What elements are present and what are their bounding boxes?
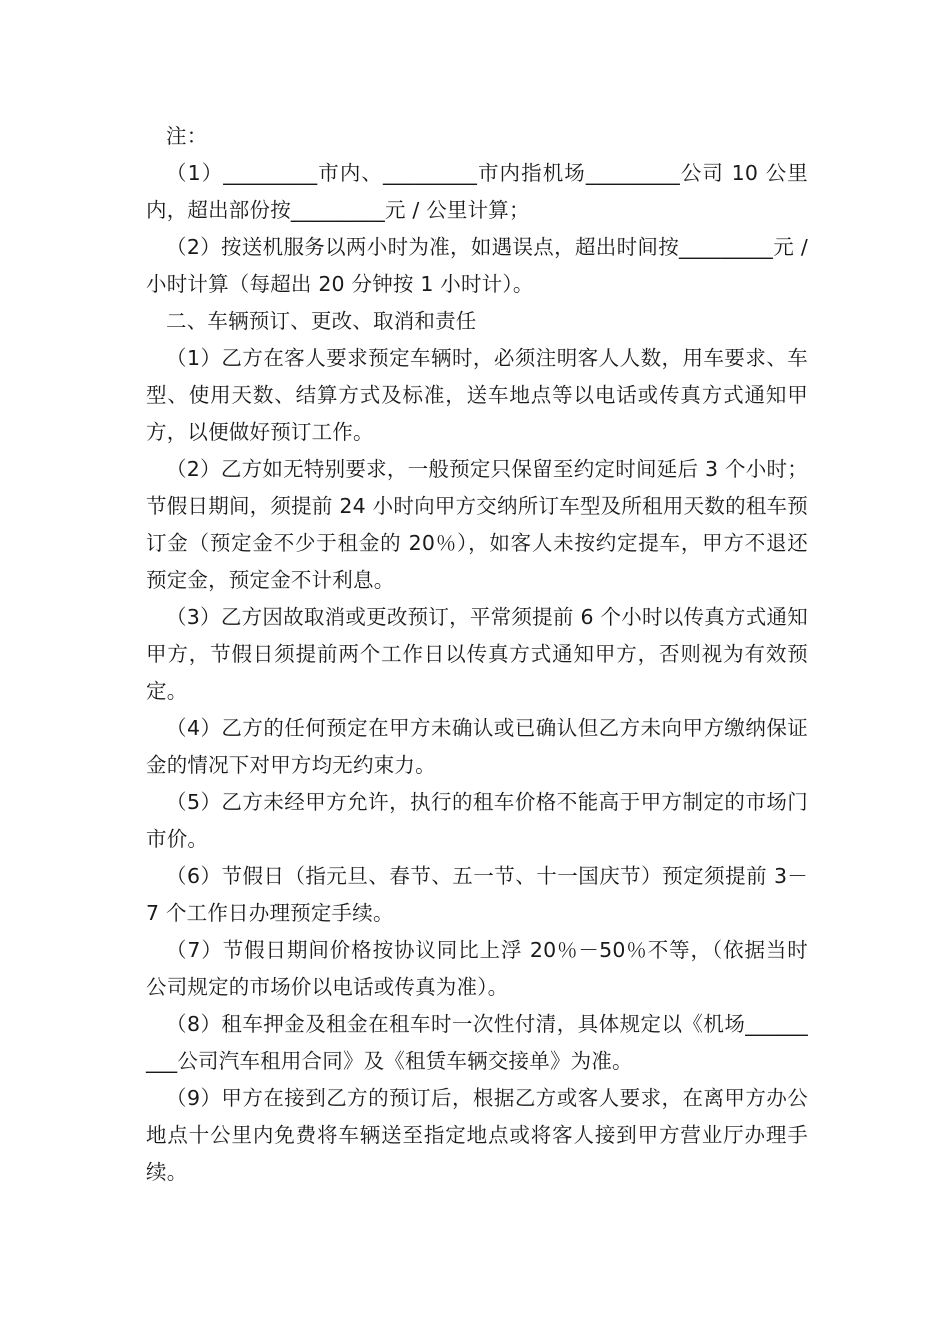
clause-2: （2）乙方如无特别要求，一般预定只保留至约定时间延后 3 个小时；节假日期间，须提前 24 小时向甲方交纳所订车型及所租用天数的租车预订金（预定金不少于租金的 20％），如客人未按约定提车，甲方不退还预定金，预定金不计利息。 — [146, 457, 808, 592]
clause-7: （7）节假日期间价格按协议同比上浮 20％－50％不等，（依据当时公司规定的市场价以电话或传真为准）。 — [146, 938, 808, 999]
clause-8: （8）租车押金及租金在租车时一次性付清，具体规定以《机场_________公司汽车租用合同》及《租赁车辆交接单》为准。 — [146, 1012, 808, 1073]
note-item-1: （1）_________市内、_________市内指机场_________公司 10 公里内，超出部份按_________元 / 公里计算； — [146, 161, 808, 222]
section-heading: 二、车辆预订、更改、取消和责任 — [166, 309, 477, 333]
clause-3: （3）乙方因故取消或更改预订，平常须提前 6 个小时以传真方式通知甲方，节假日须提前两个工作日以传真方式通知甲方，否则视为有效预定。 — [146, 605, 808, 703]
clause-1: （1）乙方在客人要求预定车辆时，必须注明客人人数，用车要求、车型、使用天数、结算方式及标准，送车地点等以电话或传真方式通知甲方，以便做好预订工作。 — [146, 346, 808, 444]
note-item-2: （2）按送机服务以两小时为准，如遇误点，超出时间按_________元 / 小时计算（每超出 20 分钟按 1 小时计）。 — [146, 235, 808, 296]
document-body — [146, 118, 808, 1191]
clause-9: （9）甲方在接到乙方的预订后，根据乙方或客人要求，在离甲方办公地点十公里内免费将车辆送至指定地点或将客人接到甲方营业厅办理手续。 — [146, 1086, 808, 1184]
clause-4: （4）乙方的任何预定在甲方未确认或已确认但乙方未向甲方缴纳保证金的情况下对甲方均无约束力。 — [146, 716, 808, 777]
clause-5: （5）乙方未经甲方允许，执行的租车价格不能高于甲方制定的市场门市价。 — [146, 790, 808, 851]
note-heading: 注： — [166, 124, 208, 148]
clause-6: （6）节假日（指元旦、春节、五一节、十一国庆节）预定须提前 3－7 个工作日办理预定手续。 — [146, 864, 808, 925]
